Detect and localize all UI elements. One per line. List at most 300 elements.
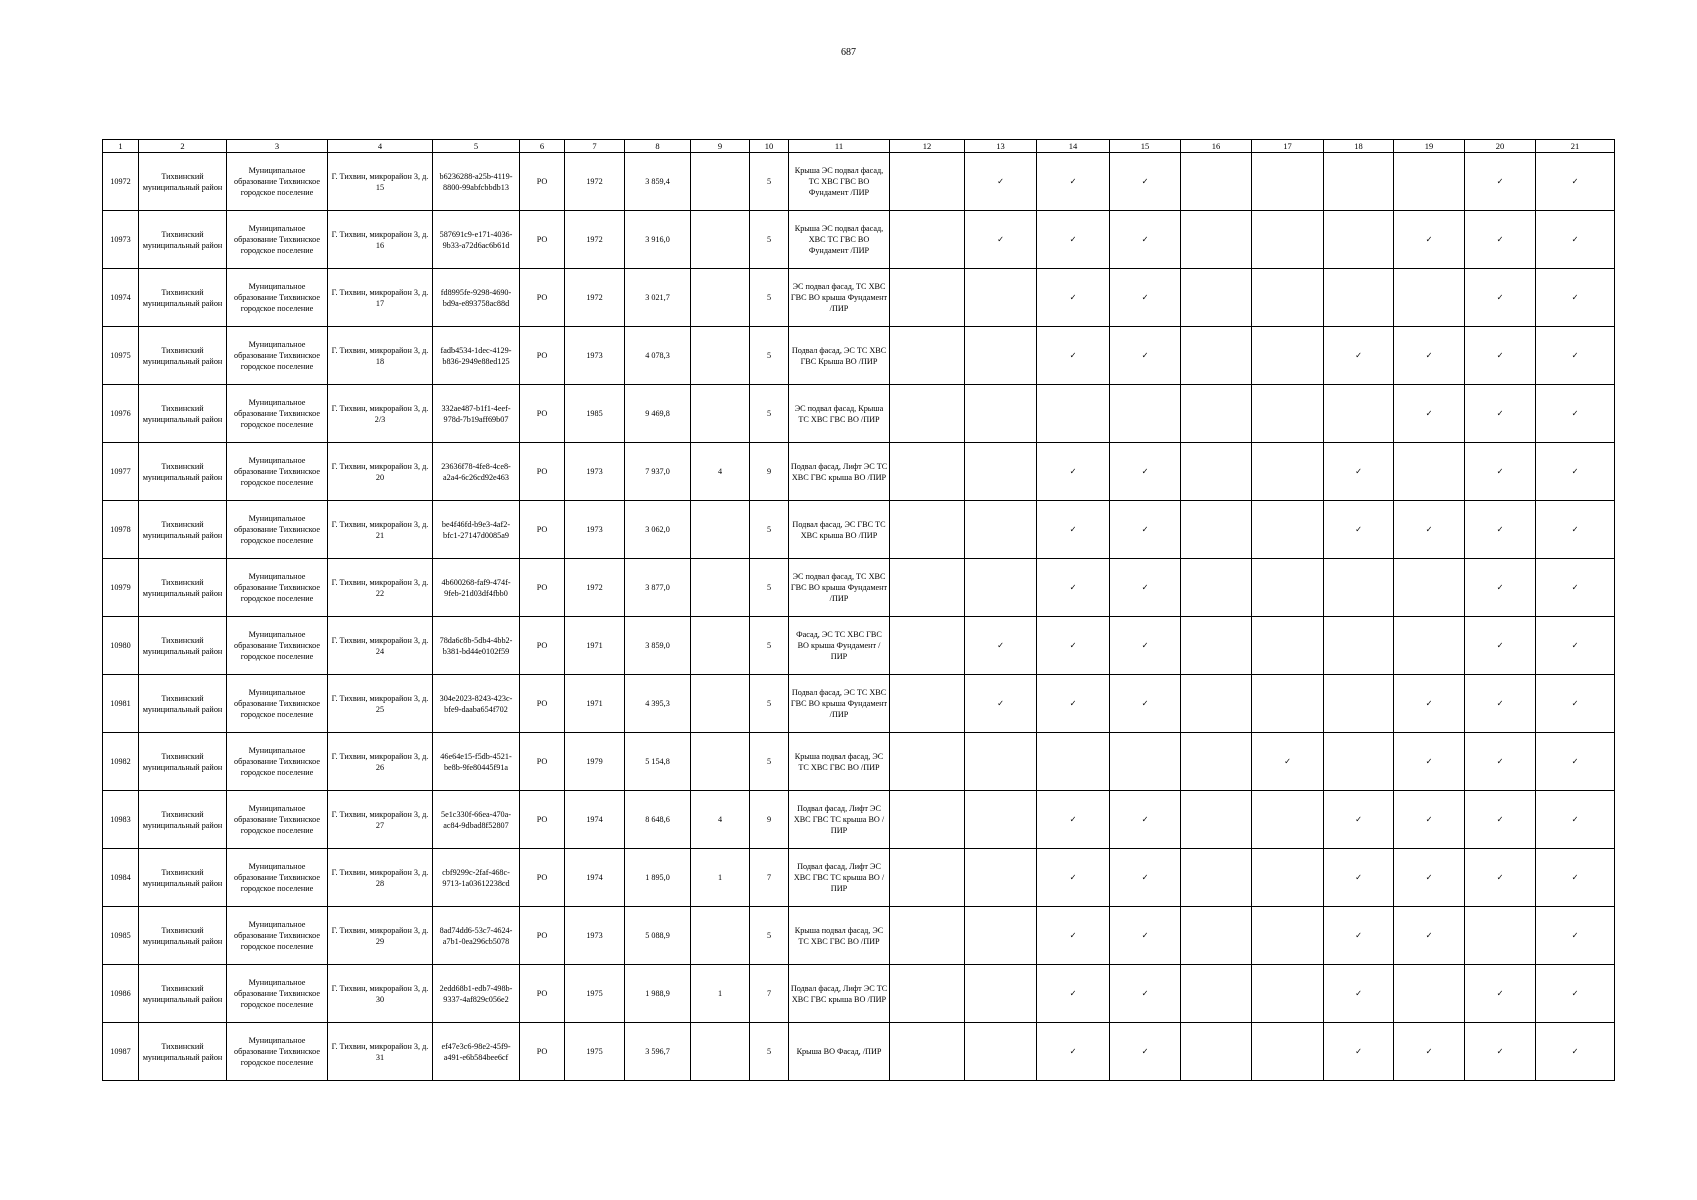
check-mark-icon: ✓: [1394, 907, 1465, 965]
cell-c10: 5: [750, 559, 789, 617]
table-row: [103, 153, 1615, 211]
cell-guid: cbf9299c-2faf-468c-9713-1a03612238cd: [433, 849, 520, 907]
table-row: [103, 211, 1615, 269]
cell-area: 3 859,0: [625, 617, 691, 675]
cell-works: ЭС подвал фасад, Крыша ТС ХВС ГВС ВО /ПИР: [789, 385, 890, 443]
table-row: [103, 501, 1615, 559]
check-mark-icon: ✓: [1110, 153, 1181, 211]
cell-c17: [1252, 617, 1324, 675]
cell-c13: [965, 849, 1037, 907]
cell-works: Подвал фасад, ЭС ТС ХВС ГВС ВО крыша Фундамент /ПИР: [789, 675, 890, 733]
check-mark-icon: ✓: [1465, 617, 1536, 675]
check-mark-icon: ✓: [1465, 1023, 1536, 1081]
cell-c16: [1181, 385, 1252, 443]
cell-district: Тихвинский муниципальный район: [139, 211, 227, 269]
column-header-11: 11: [789, 140, 890, 153]
cell-c19: [1394, 965, 1465, 1023]
cell-c10: 7: [750, 849, 789, 907]
cell-type: РО: [520, 211, 565, 269]
page-number: 687: [841, 47, 856, 58]
cell-c17: [1252, 385, 1324, 443]
cell-works: Крыша ЭС подвал фасад, ХВС ТС ГВС ВО Фундамент /ПИР: [789, 211, 890, 269]
table-row: [103, 385, 1615, 443]
cell-year: 1972: [565, 211, 625, 269]
cell-district: Тихвинский муниципальный район: [139, 791, 227, 849]
check-mark-icon: ✓: [1536, 733, 1615, 791]
cell-c15: [1110, 385, 1181, 443]
registry-table: [102, 139, 1615, 1081]
column-header-5: 5: [433, 140, 520, 153]
cell-c19: [1394, 559, 1465, 617]
cell-c16: [1181, 791, 1252, 849]
check-mark-icon: ✓: [1110, 791, 1181, 849]
cell-c13: [965, 791, 1037, 849]
cell-type: РО: [520, 501, 565, 559]
cell-c13: [965, 269, 1037, 327]
check-mark-icon: ✓: [1252, 733, 1324, 791]
cell-c13: [965, 733, 1037, 791]
check-mark-icon: ✓: [1394, 1023, 1465, 1081]
check-mark-icon: ✓: [1465, 269, 1536, 327]
cell-address: Г. Тихвин, микрорайон 3, д. 2/3: [328, 385, 433, 443]
cell-id: 10977: [103, 443, 139, 501]
check-mark-icon: ✓: [1037, 443, 1110, 501]
check-mark-icon: ✓: [1465, 211, 1536, 269]
column-number-row: [103, 140, 1615, 153]
cell-type: РО: [520, 849, 565, 907]
cell-c9: 4: [691, 791, 750, 849]
table-row: [103, 675, 1615, 733]
cell-address: Г. Тихвин, микрорайон 3, д. 20: [328, 443, 433, 501]
check-mark-icon: ✓: [1465, 327, 1536, 385]
cell-c16: [1181, 559, 1252, 617]
cell-guid: 2edd68b1-edb7-498b-9337-4af829c056e2: [433, 965, 520, 1023]
table-row: [103, 443, 1615, 501]
cell-year: 1974: [565, 791, 625, 849]
table-body: [103, 153, 1615, 1081]
cell-c16: [1181, 733, 1252, 791]
check-mark-icon: ✓: [1037, 327, 1110, 385]
cell-type: РО: [520, 385, 565, 443]
cell-type: РО: [520, 791, 565, 849]
check-mark-icon: ✓: [1037, 965, 1110, 1023]
cell-year: 1973: [565, 501, 625, 559]
check-mark-icon: ✓: [1536, 965, 1615, 1023]
check-mark-icon: ✓: [1037, 269, 1110, 327]
cell-district: Тихвинский муниципальный район: [139, 849, 227, 907]
cell-c12: [890, 965, 965, 1023]
cell-municipality: Муниципальное образование Тихвинское городское поселение: [227, 617, 328, 675]
check-mark-icon: ✓: [1536, 501, 1615, 559]
cell-year: 1985: [565, 385, 625, 443]
check-mark-icon: ✓: [1037, 675, 1110, 733]
table-row: [103, 617, 1615, 675]
column-header-18: 18: [1324, 140, 1394, 153]
check-mark-icon: ✓: [1465, 849, 1536, 907]
cell-c10: 5: [750, 733, 789, 791]
cell-c9: [691, 907, 750, 965]
cell-address: Г. Тихвин, микрорайон 3, д. 22: [328, 559, 433, 617]
column-header-21: 21: [1536, 140, 1615, 153]
cell-area: 4 078,3: [625, 327, 691, 385]
cell-c16: [1181, 965, 1252, 1023]
table-row: [103, 1023, 1615, 1081]
table-row: [103, 791, 1615, 849]
cell-type: РО: [520, 1023, 565, 1081]
cell-address: Г. Тихвин, микрорайон 3, д. 15: [328, 153, 433, 211]
cell-municipality: Муниципальное образование Тихвинское городское поселение: [227, 1023, 328, 1081]
cell-c17: [1252, 501, 1324, 559]
check-mark-icon: ✓: [1465, 675, 1536, 733]
check-mark-icon: ✓: [1037, 153, 1110, 211]
table-header: [103, 140, 1615, 153]
cell-c13: [965, 385, 1037, 443]
column-header-15: 15: [1110, 140, 1181, 153]
check-mark-icon: ✓: [1324, 965, 1394, 1023]
cell-address: Г. Тихвин, микрорайон 3, д. 16: [328, 211, 433, 269]
check-mark-icon: ✓: [1110, 211, 1181, 269]
cell-c13: [965, 443, 1037, 501]
check-mark-icon: ✓: [1324, 1023, 1394, 1081]
column-header-8: 8: [625, 140, 691, 153]
cell-c12: [890, 675, 965, 733]
cell-id: 10975: [103, 327, 139, 385]
check-mark-icon: ✓: [1394, 849, 1465, 907]
column-header-1: 1: [103, 140, 139, 153]
cell-c9: [691, 733, 750, 791]
cell-c16: [1181, 849, 1252, 907]
cell-c10: 5: [750, 907, 789, 965]
check-mark-icon: ✓: [1536, 791, 1615, 849]
column-header-20: 20: [1465, 140, 1536, 153]
cell-area: 9 469,8: [625, 385, 691, 443]
column-header-10: 10: [750, 140, 789, 153]
cell-c18: [1324, 153, 1394, 211]
cell-municipality: Муниципальное образование Тихвинское городское поселение: [227, 327, 328, 385]
cell-municipality: Муниципальное образование Тихвинское городское поселение: [227, 907, 328, 965]
cell-address: Г. Тихвин, микрорайон 3, д. 27: [328, 791, 433, 849]
cell-area: 3 062,0: [625, 501, 691, 559]
cell-c12: [890, 849, 965, 907]
cell-c12: [890, 269, 965, 327]
cell-type: РО: [520, 443, 565, 501]
check-mark-icon: ✓: [1324, 907, 1394, 965]
cell-c17: [1252, 559, 1324, 617]
cell-guid: 5e1c330f-66ea-470a-ac84-9dbad8f52807: [433, 791, 520, 849]
cell-municipality: Муниципальное образование Тихвинское городское поселение: [227, 443, 328, 501]
check-mark-icon: ✓: [1465, 385, 1536, 443]
column-header-19: 19: [1394, 140, 1465, 153]
cell-c18: [1324, 675, 1394, 733]
cell-c16: [1181, 501, 1252, 559]
cell-guid: 46e64e15-f5db-4521-be8b-9fe80445f91a: [433, 733, 520, 791]
cell-c9: [691, 675, 750, 733]
check-mark-icon: ✓: [1324, 501, 1394, 559]
cell-id: 10987: [103, 1023, 139, 1081]
cell-id: 10979: [103, 559, 139, 617]
cell-c9: [691, 153, 750, 211]
cell-municipality: Муниципальное образование Тихвинское городское поселение: [227, 153, 328, 211]
cell-id: 10976: [103, 385, 139, 443]
cell-c10: 5: [750, 617, 789, 675]
cell-c10: 5: [750, 385, 789, 443]
check-mark-icon: ✓: [1110, 617, 1181, 675]
cell-municipality: Муниципальное образование Тихвинское городское поселение: [227, 733, 328, 791]
cell-address: Г. Тихвин, микрорайон 3, д. 17: [328, 269, 433, 327]
cell-municipality: Муниципальное образование Тихвинское городское поселение: [227, 791, 328, 849]
cell-guid: 587691c9-e171-4036-9b33-a72d6ac6b61d: [433, 211, 520, 269]
check-mark-icon: ✓: [1536, 269, 1615, 327]
cell-year: 1972: [565, 153, 625, 211]
cell-id: 10972: [103, 153, 139, 211]
check-mark-icon: ✓: [1465, 965, 1536, 1023]
cell-works: Крыша ЭС подвал фасад, ТС ХВС ГВС ВО Фундамент /ПИР: [789, 153, 890, 211]
cell-c17: [1252, 153, 1324, 211]
table-row: [103, 965, 1615, 1023]
check-mark-icon: ✓: [1465, 501, 1536, 559]
cell-guid: 23636f78-4fe8-4ce8-a2a4-6c26cd92e463: [433, 443, 520, 501]
check-mark-icon: ✓: [1465, 733, 1536, 791]
cell-area: 7 937,0: [625, 443, 691, 501]
cell-c16: [1181, 907, 1252, 965]
cell-guid: fadb4534-1dec-4129-b836-2949e88ed125: [433, 327, 520, 385]
cell-id: 10985: [103, 907, 139, 965]
cell-c19: [1394, 153, 1465, 211]
cell-c19: [1394, 443, 1465, 501]
cell-c10: 9: [750, 443, 789, 501]
table-row: [103, 907, 1615, 965]
cell-c19: [1394, 269, 1465, 327]
check-mark-icon: ✓: [1536, 617, 1615, 675]
cell-works: Подвал фасад, Лифт ЭС ХВС ГВС ТС крыша ВО /ПИР: [789, 849, 890, 907]
cell-type: РО: [520, 907, 565, 965]
cell-c9: [691, 269, 750, 327]
cell-guid: ef47e3c6-98e2-45f9-a491-e6b584bee6cf: [433, 1023, 520, 1081]
cell-c12: [890, 617, 965, 675]
check-mark-icon: ✓: [1037, 559, 1110, 617]
check-mark-icon: ✓: [1394, 675, 1465, 733]
cell-district: Тихвинский муниципальный район: [139, 385, 227, 443]
cell-c16: [1181, 327, 1252, 385]
cell-area: 3 859,4: [625, 153, 691, 211]
check-mark-icon: ✓: [1465, 559, 1536, 617]
column-header-17: 17: [1252, 140, 1324, 153]
cell-id: 10974: [103, 269, 139, 327]
column-header-16: 16: [1181, 140, 1252, 153]
column-header-12: 12: [890, 140, 965, 153]
cell-address: Г. Тихвин, микрорайон 3, д. 30: [328, 965, 433, 1023]
cell-type: РО: [520, 327, 565, 385]
cell-c18: [1324, 385, 1394, 443]
cell-c18: [1324, 617, 1394, 675]
cell-guid: 4b600268-faf9-474f-9feb-21d03df4fbb0: [433, 559, 520, 617]
cell-works: Фасад, ЭС ТС ХВС ГВС ВО крыша Фундамент /ПИР: [789, 617, 890, 675]
check-mark-icon: ✓: [1394, 211, 1465, 269]
cell-works: Подвал фасад, ЭС ГВС ТС ХВС крыша ВО /ПИР: [789, 501, 890, 559]
cell-c10: 5: [750, 269, 789, 327]
check-mark-icon: ✓: [1394, 327, 1465, 385]
cell-type: РО: [520, 675, 565, 733]
cell-district: Тихвинский муниципальный район: [139, 907, 227, 965]
cell-municipality: Муниципальное образование Тихвинское городское поселение: [227, 269, 328, 327]
cell-c16: [1181, 211, 1252, 269]
cell-area: 3 596,7: [625, 1023, 691, 1081]
cell-c9: [691, 211, 750, 269]
cell-c10: 5: [750, 211, 789, 269]
cell-district: Тихвинский муниципальный район: [139, 1023, 227, 1081]
cell-area: 8 648,6: [625, 791, 691, 849]
cell-c16: [1181, 1023, 1252, 1081]
check-mark-icon: ✓: [965, 153, 1037, 211]
cell-c17: [1252, 1023, 1324, 1081]
cell-address: Г. Тихвин, микрорайон 3, д. 26: [328, 733, 433, 791]
check-mark-icon: ✓: [1394, 501, 1465, 559]
cell-c10: 5: [750, 1023, 789, 1081]
cell-year: 1971: [565, 675, 625, 733]
cell-c17: [1252, 791, 1324, 849]
cell-year: 1974: [565, 849, 625, 907]
cell-id: 10982: [103, 733, 139, 791]
cell-type: РО: [520, 153, 565, 211]
cell-district: Тихвинский муниципальный район: [139, 327, 227, 385]
check-mark-icon: ✓: [1536, 849, 1615, 907]
cell-year: 1973: [565, 907, 625, 965]
cell-c10: 9: [750, 791, 789, 849]
cell-c12: [890, 153, 965, 211]
cell-guid: b6236288-a25b-4119-8800-99abfcbbdb13: [433, 153, 520, 211]
check-mark-icon: ✓: [1465, 153, 1536, 211]
check-mark-icon: ✓: [1324, 849, 1394, 907]
cell-c18: [1324, 269, 1394, 327]
cell-works: Подвал фасад, Лифт ЭС ТС ХВС ГВС крыша ВО /ПИР: [789, 965, 890, 1023]
cell-c9: 1: [691, 849, 750, 907]
cell-c9: [691, 559, 750, 617]
cell-c17: [1252, 327, 1324, 385]
cell-id: 10983: [103, 791, 139, 849]
table-row: [103, 559, 1615, 617]
check-mark-icon: ✓: [1536, 153, 1615, 211]
cell-area: 5 154,8: [625, 733, 691, 791]
cell-municipality: Муниципальное образование Тихвинское городское поселение: [227, 559, 328, 617]
cell-municipality: Муниципальное образование Тихвинское городское поселение: [227, 675, 328, 733]
cell-c13: [965, 559, 1037, 617]
cell-district: Тихвинский муниципальный район: [139, 559, 227, 617]
cell-c16: [1181, 675, 1252, 733]
cell-municipality: Муниципальное образование Тихвинское городское поселение: [227, 385, 328, 443]
cell-c17: [1252, 675, 1324, 733]
check-mark-icon: ✓: [1110, 965, 1181, 1023]
cell-c10: 5: [750, 675, 789, 733]
cell-works: Подвал фасад, Лифт ЭС ТС ХВС ГВС крыша ВО /ПИР: [789, 443, 890, 501]
cell-c18: [1324, 211, 1394, 269]
table-row: [103, 327, 1615, 385]
cell-area: 1 988,9: [625, 965, 691, 1023]
cell-id: 10980: [103, 617, 139, 675]
cell-type: РО: [520, 559, 565, 617]
check-mark-icon: ✓: [965, 617, 1037, 675]
cell-area: 3 021,7: [625, 269, 691, 327]
cell-c12: [890, 211, 965, 269]
check-mark-icon: ✓: [1110, 907, 1181, 965]
cell-c20: [1465, 907, 1536, 965]
cell-district: Тихвинский муниципальный район: [139, 965, 227, 1023]
cell-id: 10986: [103, 965, 139, 1023]
column-header-13: 13: [965, 140, 1037, 153]
check-mark-icon: ✓: [1037, 617, 1110, 675]
cell-address: Г. Тихвин, микрорайон 3, д. 29: [328, 907, 433, 965]
cell-district: Тихвинский муниципальный район: [139, 617, 227, 675]
column-header-14: 14: [1037, 140, 1110, 153]
cell-c15: [1110, 733, 1181, 791]
cell-c10: 5: [750, 153, 789, 211]
cell-c9: 4: [691, 443, 750, 501]
cell-area: 3 916,0: [625, 211, 691, 269]
cell-c9: 1: [691, 965, 750, 1023]
cell-district: Тихвинский муниципальный район: [139, 153, 227, 211]
cell-c13: [965, 965, 1037, 1023]
cell-guid: fd8995fe-9298-4690-bd9a-e893758ac88d: [433, 269, 520, 327]
cell-district: Тихвинский муниципальный район: [139, 733, 227, 791]
cell-c10: 7: [750, 965, 789, 1023]
cell-year: 1972: [565, 559, 625, 617]
cell-guid: 332ae487-b1f1-4eef-978d-7b19aff69b07: [433, 385, 520, 443]
cell-c13: [965, 501, 1037, 559]
cell-c17: [1252, 849, 1324, 907]
check-mark-icon: ✓: [1324, 791, 1394, 849]
cell-c13: [965, 327, 1037, 385]
cell-works: ЭС подвал фасад, ТС ХВС ГВС ВО крыша Фундамент /ПИР: [789, 269, 890, 327]
cell-address: Г. Тихвин, микрорайон 3, д. 28: [328, 849, 433, 907]
cell-c19: [1394, 617, 1465, 675]
cell-c17: [1252, 907, 1324, 965]
cell-c10: 5: [750, 327, 789, 385]
cell-works: Крыша подвал фасад, ЭС ТС ХВС ГВС ВО /ПИР: [789, 733, 890, 791]
cell-id: 10973: [103, 211, 139, 269]
cell-district: Тихвинский муниципальный район: [139, 675, 227, 733]
table-row: [103, 849, 1615, 907]
cell-c17: [1252, 269, 1324, 327]
cell-c9: [691, 1023, 750, 1081]
cell-municipality: Муниципальное образование Тихвинское городское поселение: [227, 501, 328, 559]
table-row: [103, 269, 1615, 327]
cell-type: РО: [520, 269, 565, 327]
check-mark-icon: ✓: [1465, 443, 1536, 501]
cell-c12: [890, 327, 965, 385]
cell-year: 1975: [565, 965, 625, 1023]
cell-c13: [965, 907, 1037, 965]
check-mark-icon: ✓: [1465, 791, 1536, 849]
cell-c12: [890, 1023, 965, 1081]
cell-area: 3 877,0: [625, 559, 691, 617]
cell-c12: [890, 385, 965, 443]
cell-works: Крыша ВО Фасад, /ПИР: [789, 1023, 890, 1081]
cell-c18: [1324, 733, 1394, 791]
cell-municipality: Муниципальное образование Тихвинское городское поселение: [227, 211, 328, 269]
cell-type: РО: [520, 617, 565, 675]
cell-guid: be4f46fd-b9e3-4af2-bfc1-27147d0085a9: [433, 501, 520, 559]
cell-works: Подвал фасад, Лифт ЭС ХВС ГВС ТС крыша ВО /ПИР: [789, 791, 890, 849]
cell-c9: [691, 501, 750, 559]
table-row: [103, 733, 1615, 791]
cell-c12: [890, 907, 965, 965]
cell-c9: [691, 327, 750, 385]
check-mark-icon: ✓: [1536, 327, 1615, 385]
cell-c16: [1181, 617, 1252, 675]
check-mark-icon: ✓: [1037, 849, 1110, 907]
cell-year: 1973: [565, 443, 625, 501]
column-header-3: 3: [227, 140, 328, 153]
check-mark-icon: ✓: [1110, 559, 1181, 617]
